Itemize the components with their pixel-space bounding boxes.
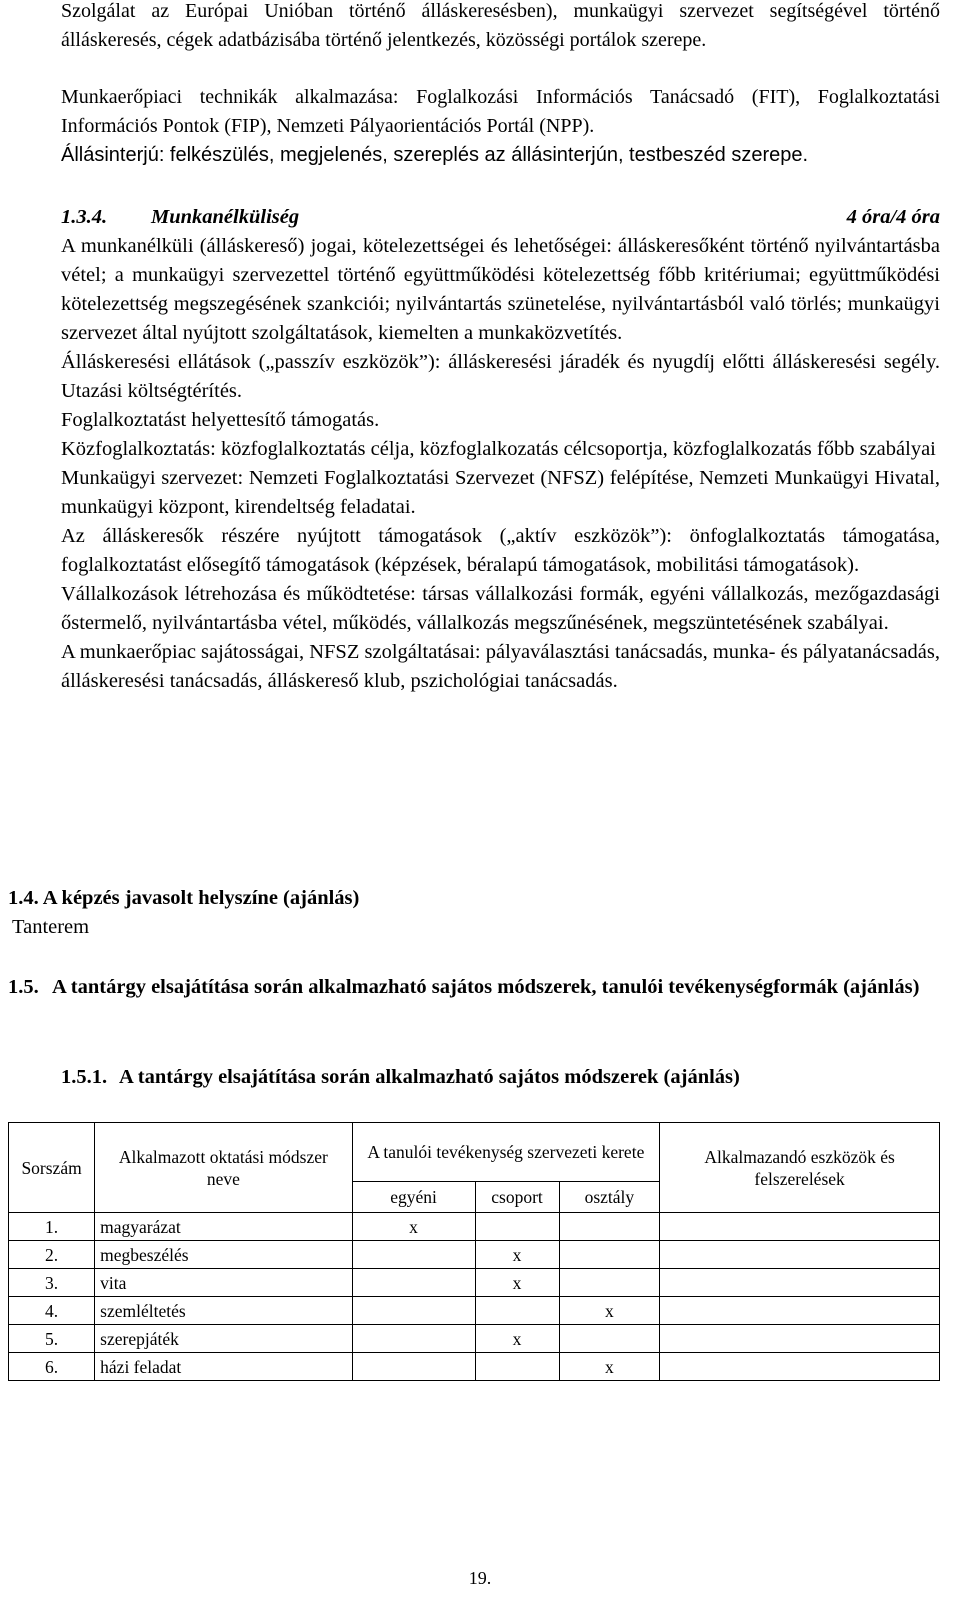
row-number-cell: 1.: [9, 1213, 95, 1241]
section-hours: 4 óra/4 óra: [846, 206, 940, 228]
methods-table: [8, 1122, 940, 1381]
table-row: [9, 1325, 940, 1353]
method-name-cell: megbeszélés: [95, 1241, 352, 1269]
intro-paragraph-2: Munkaerőpiaci technikák alkalmazása: Foglalkozási Információs Tanácsadó (FIT), Foglalkoztatási Információs Pontok (FIP), Nemzeti Pályaorientációs Portál (NPP).: [61, 86, 940, 137]
header-sorszam: Sorszám: [9, 1123, 95, 1213]
body-paragraph: A munkaerőpiac sajátosságai, NFSZ szolgáltatásai: pályaválasztási tanácsadás, munka- és pályatanácsadás, álláskeresési tanácsadás, álláskereső klub, pszichológiai tanácsadás.: [61, 641, 940, 692]
section-number: 1.5.: [8, 976, 39, 998]
row-number-cell: 5.: [9, 1325, 95, 1353]
row-number-cell: 2.: [9, 1241, 95, 1269]
egyeni-cell: x: [352, 1213, 475, 1241]
tools-cell: [660, 1241, 940, 1269]
tools-cell: [660, 1325, 940, 1353]
osztaly-cell: [559, 1213, 660, 1241]
section-title: Munkanélküliség: [151, 206, 300, 228]
osztaly-cell: [559, 1325, 660, 1353]
egyeni-cell: [352, 1269, 475, 1297]
egyeni-cell: [352, 1353, 475, 1381]
osztaly-cell: [559, 1269, 660, 1297]
csoport-cell: [475, 1213, 559, 1241]
page-number: 19.: [468, 1568, 492, 1588]
csoport-cell: [475, 1353, 559, 1381]
method-name-cell: vita: [95, 1269, 352, 1297]
header-tools: Alkalmazandó eszközök és felszerelések: [660, 1123, 940, 1213]
egyeni-cell: [352, 1325, 475, 1353]
table-row: [9, 1297, 940, 1325]
section-title: A tantárgy elsajátítása során alkalmazható sajátos módszerek (ajánlás): [119, 1066, 740, 1088]
row-number-cell: 3.: [9, 1269, 95, 1297]
table-row: [9, 1269, 940, 1297]
osztaly-cell: x: [559, 1297, 660, 1325]
osztaly-cell: x: [559, 1353, 660, 1381]
row-number-cell: 6.: [9, 1353, 95, 1381]
intro-paragraph-1: Szolgálat az Európai Unióban történő álláskeresésben), munkaügyi szervezet segítségével történő álláskeresés, cégek adatbázisába történő jelentkezés, közösségi portálok szerepe.: [61, 0, 940, 51]
table-header-row: [9, 1123, 940, 1182]
section-title: A tantárgy elsajátítása során alkalmazható sajátos módszerek, tanulói tevékenységformák (ajánlás): [52, 976, 920, 998]
intro-paragraph-3: Állásinterjú: felkészülés, megjelenés, szereplés az állásinterjún, testbeszéd szerepe.: [61, 144, 809, 166]
csoport-cell: x: [475, 1241, 559, 1269]
table-row: [9, 1241, 940, 1269]
csoport-cell: x: [475, 1269, 559, 1297]
body-paragraph: Álláskeresési ellátások („passzív eszközök”): álláskeresési járadék és nyugdíj előtti álláskeresési segély. Utazási költségtérítés.: [61, 351, 940, 402]
body-paragraph: Közfoglalkoztatás: közfoglalkoztatás célja, közfoglalkozatás célcsoportja, közfoglalkozatás főbb szabályai: [61, 438, 936, 460]
body-paragraph: A munkanélküli (álláskereső) jogai, kötelezettségei és lehetőségei: álláskeresőként történő nyilvántartásba vétel; a munkaügyi szervezettel történő együttműködési kötelezettség főbb kritériumai; együttműködési kötelezettség megszegésének szankciói; nyilvántartás szünetelése, nyilvántartásból való törlés; munkaügyi szervezet által nyújtott szolgáltatások, kiemelten a munkaközvetítés.: [61, 235, 940, 344]
egyeni-cell: [352, 1297, 475, 1325]
body-paragraph: Munkaügyi szervezet: Nemzeti Foglalkoztatási Szervezet (NFSZ) felépítése, Nemzeti Munkaügyi Hivatal, munkaügyi központ, kirendeltség feladatai.: [61, 467, 940, 518]
method-name-cell: magyarázat: [95, 1213, 352, 1241]
body-paragraph: Az álláskeresők részére nyújtott támogatások („aktív eszközök”): önfoglalkoztatás támogatása, foglalkoztatást elősegítő támogatások (képzések, béralapú támogatások, mobilitási támogatások).: [61, 525, 940, 576]
header-method: Alkalmazott oktatási módszer neve: [95, 1123, 352, 1213]
table-row: [9, 1213, 940, 1241]
tools-cell: [660, 1213, 940, 1241]
tools-cell: [660, 1269, 940, 1297]
section-number: 1.5.1.: [61, 1066, 108, 1088]
section-1-5-1-heading: [61, 1063, 940, 1092]
section-number: 1.3.4.: [61, 206, 108, 228]
method-name-cell: szerepjáték: [95, 1325, 352, 1353]
body-paragraph: Vállalkozások létrehozása és működtetése: társas vállalkozási formák, egyéni vállalkozás, mezőgazdasági őstermelő, nyilvántartásba vétel, működés, vállalkozás megszűnésének, megszüntetésének szabályai.: [61, 583, 940, 634]
section-1-3-4-body: [61, 232, 940, 696]
section-1-4-heading: 1.4. A képzés javasolt helyszíne (ajánlás): [8, 887, 360, 909]
tools-cell: [660, 1297, 940, 1325]
body-paragraph: Foglalkoztatást helyettesítő támogatás.: [61, 409, 380, 431]
header-activity-frame: A tanulói tevékenység szervezeti kerete: [352, 1123, 660, 1182]
csoport-cell: [475, 1297, 559, 1325]
section-1-3-4-heading: [61, 202, 940, 232]
csoport-cell: x: [475, 1325, 559, 1353]
table-row: [9, 1353, 940, 1381]
method-name-cell: szemléltetés: [95, 1297, 352, 1325]
header-csoport: csoport: [475, 1182, 559, 1213]
section-1-4-value: Tanterem: [12, 916, 90, 938]
header-egyeni: egyéni: [352, 1182, 475, 1213]
row-number-cell: 4.: [9, 1297, 95, 1325]
header-osztaly: osztály: [559, 1182, 660, 1213]
egyeni-cell: [352, 1241, 475, 1269]
method-name-cell: házi feladat: [95, 1353, 352, 1381]
tools-cell: [660, 1353, 940, 1381]
osztaly-cell: [559, 1241, 660, 1269]
